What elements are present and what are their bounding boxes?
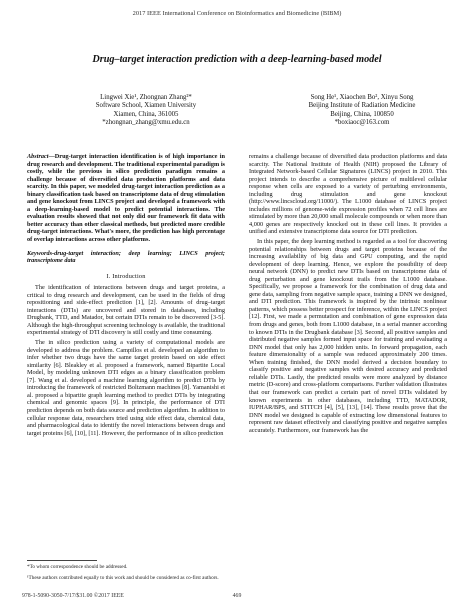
page-number: 469 xyxy=(232,593,242,599)
author-location: Beijing, China, 100850 xyxy=(330,110,394,118)
author-block-1 xyxy=(66,94,226,128)
paragraph: remains a challenge because of diversified data production platforms and data scarcity. The National Institute of Health (NIH) proposed the Library of Integrated Network-based Cellular Signatures (LINCS) project in 2010. This project intends to describe a comprehensive picture of multilevel cellular response when cells are exposed to a variety of perturbing environments, including drug stimulation and gene knockout (http://www.lincscloud.org/11000/). The L1000 database of LINCS project includes millions of genome-wide expression profiles when 72 cell lines are stimulated by more than 20,000 small molecule compounds or when more than 4,000 genes are respectively knocked out in these cell lines. It provides a unified and extensive transcriptome data source for DTI prediction. xyxy=(249,153,447,236)
section-heading-introduction: I. Introduction xyxy=(106,272,146,280)
author-email[interactable]: *boxiaoc@163.com xyxy=(334,119,390,127)
paragraph: The in silico prediction using a variety of computational models are developed to address the problem. Campillos et al. developed an algorithm to infer whether two drugs have the same target protein based on side effect similarity [6]. Bleakley et al. proposed a framework, named Bipartite Local Model, by modeling unknown DTI edges as a binary classification problem [7]. Wang et al. developed a machine learning algorithm to predict DTIs by introducing the framework of restricted Boltzmann machines [8]. Yamanishi et al. proposed a bipartite graph learning method to predict DTIs by integrating chemical and genomic spaces [9]. In principle, the performance of DTI prediction depends on both data source and prediction algorithm. In addition to cellular response data, researchers tried using side effect data, chemical data, and pharmacological data to identify the novel interactions between drugs and target proteins [6], [10], [11]. However, the performance of in silico prediction xyxy=(27,339,225,437)
author-affiliation: Beijing Institute of Radiation Medicine xyxy=(308,102,416,110)
left-column xyxy=(27,153,225,437)
author-email[interactable]: *zhongnan_zhang@xmu.edu.cn xyxy=(102,119,190,127)
keywords-text: drug-target interaction; deep learning; LINCS project; transcriptome data xyxy=(27,249,225,265)
footnote: ¹These authors contributed equally to this work and should be considered as co-first authors. xyxy=(27,575,219,581)
author-affiliation: Software School, Xiamen University xyxy=(95,102,197,110)
right-column xyxy=(249,153,447,434)
author-location: Xiamen, China, 361005 xyxy=(113,110,179,118)
keywords-lead: Keywords- xyxy=(27,249,55,257)
paragraph: In this paper, the deep learning method is regarded as a tool for discovering potential relationships between drugs and target proteins because of the increasing availability of big data and GPU computing, and the rapid development of deep learning. Hence, we explore the possibility of deep neural network (DNN) to predict new DTIs based on transcriptome data of drug perturbation and gene knockout trails from the L1000 database. Specifically, we propose a framework for the combination of drug data and gene data, sampling from negative sample space, training a DNN we designed, and DTI prediction. This framework is inspired by the intrinsic nonlinear patterns, which possess better prospect for inference, within the LINCS project [12]. First, we made a permutation and combination of gene expression data from drugs and genes, both from L1000 database, in a serial manner according to known DTIs in the Drugbank database [3]. Second, all positive samples and distributed negative samples formed input space for training and evaluating a DNN model that only has 2,000 hidden units. In forward propagation, each feature dimensionality of a sample was reduced approximately 200 times. When training finished, the DNN model derived a decision boundary to classify positive and negative samples with desired accuracy and predicted reliable DTIs. Lastly, the predicted results were more analyzed by distance metric (D-score) and cross-platform comparisons. Further validation illustrates that our framework can predict a certain part of novel DTIs validated by known experiments in other databases, including TTD, MATADOR, IUPHAR/BPS, and STITCH [4], [5], [13], [14]. These results prove that the DNN model we designed is capable of extracting low dimensional features to represent raw dataset effectively and classifying positive and negative samples accurately. Furthermore, our framework has the xyxy=(249,238,447,434)
paper-title: Drug–target interaction prediction with a deep-learning-based model xyxy=(92,54,382,65)
abstract-lead: Abstract xyxy=(27,153,49,160)
paragraph: The identification of interactions between drugs and target proteins, a critical to drug research and development, can be used in the fields of drug repositioning and side-effect prediction [1], [2]. Amounts of drug–target interactions (DTIs) are uncovered and stored in databases, including Drugbank, TTD, and Matador, but certain DTIs remain to be discovered [3-5]. Although the high-throughput screening technology is available, the traditional experimental strategy of DTI discovery is still costly and time consuming. xyxy=(27,284,225,337)
abstract-text: —Drug-target interaction identification is of high importance in drug research and development. The traditional experimental paradigm is costly, while the previous in silico prediction paradigm remains a challenge because of diversified data production platforms and data scarcity. In this paper, we modeled drug-target interaction prediction as a binary classification task based on transcriptome data of drug stimulation and gene knockout from LINCS project and developed a framework with a deep-learning-based model to predict potential interactions. The evaluation results showed that not only did our framework fit data with better accuracy than other classical methods, but predicted more credible drug-target interactions. What's more, the prediction has high percentage of overlap interactions across other platforms. xyxy=(27,153,225,244)
copyright-line: 978-1-5090-3050-7/17/$31.00 ©2017 IEEE xyxy=(22,593,124,599)
keywords xyxy=(27,250,225,265)
abstract xyxy=(27,153,225,244)
author-names: Song He¹, Xiaochen Bo², Xinyu Song xyxy=(310,94,414,101)
conference-header: 2017 IEEE International Conference on Bioinformatics and Biomedicine (BIBM) xyxy=(132,10,342,17)
footnote: *To whom correspondence should be addressed. xyxy=(27,564,128,570)
footnote-divider xyxy=(27,560,97,561)
author-names: Lingwei Xie¹, Zhongnan Zhang²* xyxy=(100,94,192,101)
author-block-2 xyxy=(282,94,442,128)
